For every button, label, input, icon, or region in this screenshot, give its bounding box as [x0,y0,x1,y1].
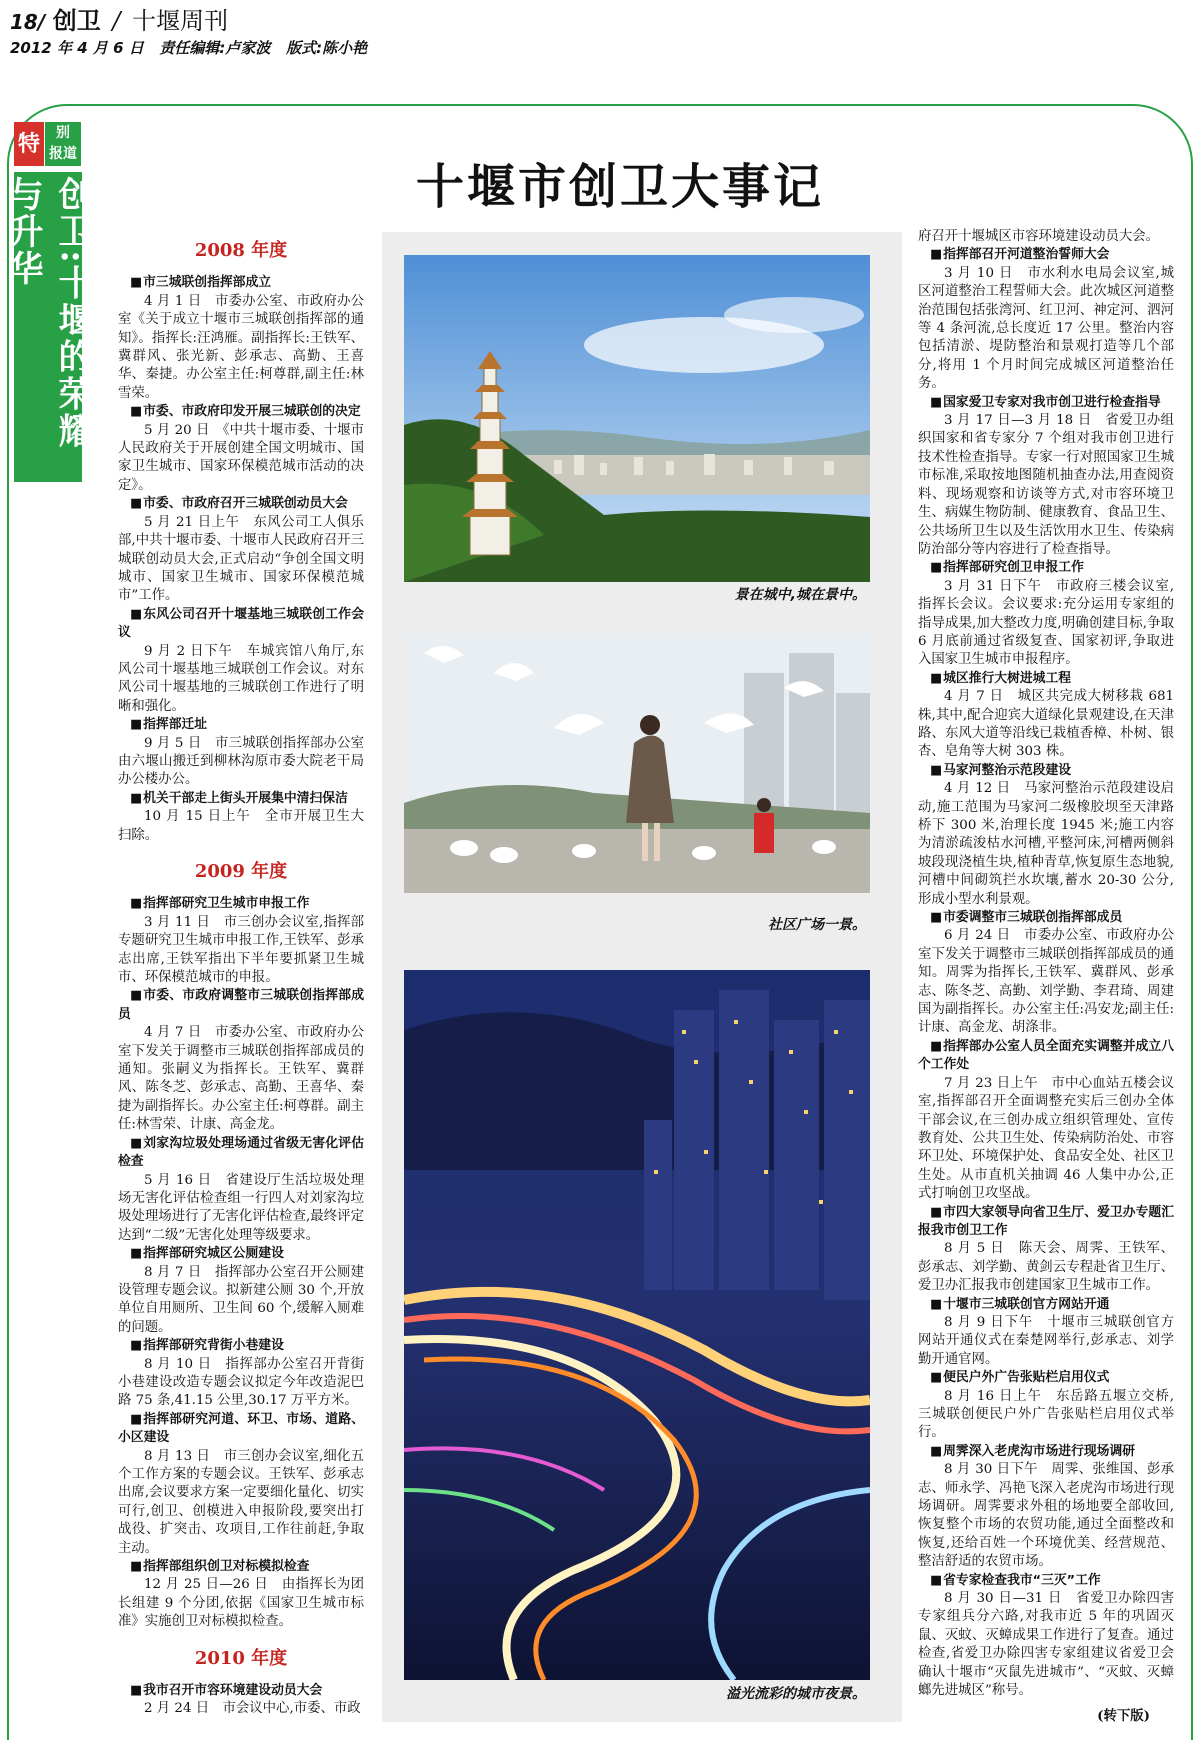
photo-pagoda-city [404,255,870,582]
event-body: 10 月 15 日上午 全市开展卫生大扫除。 [118,809,364,843]
event-title: ■ 刘家沟垃圾处理场通过省级无害化评估检查 [118,1135,364,1172]
photo-caption: 景在城中,城在景中。 [734,587,866,603]
event-title: ■ 我市召开市容环境建设动员大会 [118,1682,364,1700]
event-body: 3 月 11 日 市三创办会议室,指挥部专题研究卫生城市申报工作,王铁军、彭承志出席,王铁军指出下半年要抓紧卫生城市、环保模范城市的申报。 [118,914,364,986]
event-title: ■ 市委调整市三城联创指挥部成员 [918,909,1174,927]
year-heading: 2008 年度 [194,240,288,261]
badge-te: 特 [14,122,44,166]
city-night-image [404,970,870,1680]
event-title: ■ 马家河整治示范段建设 [918,762,1174,780]
event-title: ■ 指挥部组织创卫对标模拟检查 [118,1558,364,1576]
event-title: ■ 十堰市三城联创官方网站开通 [918,1296,1174,1314]
event-title: ■ 指挥部研究背街小巷建设 [118,1337,364,1355]
section-name: 创卫 [52,6,101,35]
event-title: ■ 东风公司召开十堰基地三城联创工作会议 [118,606,364,643]
event-title: ■ 指挥部研究城区公厕建设 [118,1245,364,1263]
masthead-separator: / [112,7,121,35]
publication-name: 十堰周刊 [132,7,229,35]
community-square-image [404,633,870,893]
event-body: 4 月 12 日 马家河整治示范段建设启动,施工范围为马家河二级橡胶坝至天津路桥下 300 米,治理长度 1945 米;施工内容为清淤疏浚枯水河槽,平整河床,河槽两侧斜坡段现浇植生块,植种青草,恢复原生态地貌,河槽中间砌筑拦水坎壤,蓄水 20-30 公分,形成小型水利景观。 [918,781,1174,907]
issue-date: 2012 年 4 月 6 日 [10,39,144,57]
event-body: 2 月 24 日 市会议中心,市委、市政 [144,1701,361,1717]
photo-caption: 溢光流彩的城市夜景。 [726,1686,866,1702]
event-title: ■ 指挥部研究河道、环卫、市场、道路、小区建设 [118,1411,364,1448]
event-body: 8 月 7 日 指挥部办公室召开公厕建设管理专题会议。拟新建公厕 30 个,开放单位自用厕所、卫生间 60 个,缓解入厕难的问题。 [118,1264,364,1335]
event-body: 9 月 5 日 市三城联创指挥部办公室由六堰山搬迁到柳林沟原市委大院老干局办公楼办公。 [118,735,364,788]
event-body-continued: 府召开十堰城区市容环境建设动员大会。 [918,229,1160,244]
event-title: ■ 国家爱卫专家对我市创卫进行检查指导 [918,394,1174,412]
event-body: 4 月 1 日 市委办公室、市政府办公室《关于成立十堰市三城联创指挥部的通知》。指挥长:汪鸿雁。副指挥长:王铁军、冀群风、张光新、彭承志、高勤、王喜华、秦捷。办公室主任:柯尊群,副主任:林雪荣。 [118,293,364,401]
year-heading: 2010 年度 [194,1647,288,1669]
event-body: 8 月 30 日下午 周霁、张维国、彭承志、师永学、冯艳飞深入老虎沟市场进行现场调研。周霁要求外租的场地要全部收回,恢复整个市场的农贸功能,通过全面整改和恢复,还给百姓一个环境优美、经营规范、整洁舒适的农贸市场。 [918,1462,1174,1570]
event-body: 5 月 21 日上午 东风公司工人俱乐部,中共十堰市委、十堰市人民政府召开三城联创动员大会,正式启动“争创全国文明城市、国家卫生城市、国家环保模范城市”工作。 [118,514,364,604]
year-heading: 2009 年度 [194,861,288,882]
event-body: 12 月 25 日—26 日 由指挥长为团长组建 9 个分团,依据《国家卫生城市标准》实施创卫对标模拟检查。 [118,1577,364,1630]
photo-community-square [404,633,870,893]
event-body: 4 月 7 日 市委办公室、市政府办公室下发关于调整市三城联创指挥部成员的通知。张嗣义为指挥长。王铁军、冀群风、陈冬芝、彭承志、高勤、王喜华、秦捷为副指挥长。办公室主任:柯尊群。副主任:林雪荣、计康、高金龙。 [118,1025,364,1133]
badge-baodao: 报道 [49,146,77,162]
page-number: 18/ [10,10,46,34]
masthead [8,6,1188,66]
event-body: 5 月 16 日 省建设厅生活垃圾处理场无害化评估检查组一行四人对刘家沟垃圾处理场进行了无害化评估检查,最终评定达到“二级”无害化处理等级要求。 [118,1172,364,1243]
event-title: ■ 指挥部研究创卫申报工作 [918,559,1174,577]
masthead-line [10,6,228,37]
event-body: 3 月 31 日下午 市政府三楼会议室,指挥长会议。会议要求:充分运用专家组的指导成果,加大整改力度,明确创建目标,争取 6 月底前通过省级复查、国家初评,争取进入国家卫生城市申报程序。 [918,578,1174,668]
right-column [918,228,1174,1725]
article-title: 十堰市创卫大事记 [415,159,824,215]
event-body: 3 月 17 日—3 月 18 日 省爱卫办组织国家和省专家分 7 个组对我市创卫进行技术性检查指导。专家一行对照国家卫生城市标准,采取按地图随机抽查办法,用查阅资料、现场观察和访谈等方式,对市容环境卫生、病媒生物防制、健康教育、食品卫生、公共场所卫生以及生活饮用水卫生、传染病防治部分等内容进行了检查指导。 [918,413,1174,557]
event-body: 6 月 24 日 市委办公室、市政府办公室下发关于调整市三城联创指挥部成员的通知。周霁为指挥长,王铁军、冀群风、彭承志、陈冬芝、高勤、刘学勤、李君琦、周建国为副指挥长。办公室主任:冯安龙;副主任:计康、高金龙、胡涤非。 [918,928,1174,1036]
event-body: 8 月 10 日 指挥部办公室召开背街小巷建设改造专题会议拟定今年改造泥巴路 75 条,41.15 公里,30.17 万平方米。 [118,1356,364,1409]
event-title: ■ 便民户外广告张贴栏启用仪式 [918,1369,1174,1387]
event-title: ■ 市三城联创指挥部成立 [118,274,364,292]
layout-credit: 版式:陈小艳 [286,39,368,57]
event-body: 8 月 16 日上午 东岳路五堰立交桥,三城联创便民户外广告张贴栏启用仪式举行。 [918,1388,1174,1441]
event-title: ■ 机关干部走上街头开展集中清扫保洁 [118,790,364,808]
event-body: 9 月 2 日下午 车城宾馆八角厅,东风公司十堰基地三城联创工作会议。对东风公司十堰基地的三城联创工作进行了明晰和强化。 [118,643,364,714]
masthead-info [10,37,367,58]
left-column [118,240,364,1719]
event-body: 8 月 5 日 陈天会、周霁、王铁军、彭承志、刘学勤、黄剑云专程赴省卫生厅、爱卫办汇报我市创建国家卫生城市工作。 [918,1241,1174,1294]
badge-bie-char: 别 [56,125,70,141]
event-body: 7 月 23 日上午 市中心血站五楼会议室,指挥部召开全面调整充实后三创办全体干部会议,在三创办成立组织管理处、宣传教育处、公共卫生处、传染病防治处、市容环卫处、环境保护处、食品安全处、社区卫生处。从市直机关抽调 46 人集中办公,正式打响创卫攻坚战。 [918,1075,1174,1202]
event-title: ■ 市委、市政府印发开展三城联创的决定 [118,403,364,421]
pagoda-city-image [404,255,870,582]
event-title: ■ 周霁深入老虎沟市场进行现场调研 [918,1443,1174,1461]
event-title: ■ 指挥部研究卫生城市申报工作 [118,895,364,913]
event-title: ■ 市委、市政府调整市三城联创指挥部成员 [118,987,364,1024]
vertical-title: 创卫:十堰的荣耀与升华 [14,172,82,482]
special-report-badge [14,122,82,166]
event-body: 8 月 9 日下午 十堰市三城联创官方网站开通仪式在秦楚网举行,彭承志、刘学勤开通官网。 [918,1314,1174,1367]
event-body: 8 月 13 日 市三创办会议室,细化五个工作方案的专题会议。王铁军、彭承志出席,会议要求方案一定要细化量化、切实可行,创卫、创模进入申报阶段,要突出打战役、扩突击、攻项目,工作往前赶,争取主动。 [118,1448,364,1556]
editor-credit: 责任编辑:卢家波 [159,39,271,57]
event-title: ■ 市四大家领导向省卫生厅、爱卫办专题汇报我市创卫工作 [918,1204,1174,1241]
event-title: ■ 指挥部召开河道整治誓师大会 [918,246,1174,264]
event-body: 4 月 7 日 城区共完成大树移栽 681 株,其中,配合迎宾大道绿化景观建设,在天津路、东风大道等沿线已栽植香樟、朴树、银杏、皂角等大树 303 株。 [918,689,1174,760]
event-title: ■ 指挥部办公室人员全面充实调整并成立八个工作处 [918,1038,1174,1075]
event-body: 8 月 30 日—31 日 省爱卫办除四害专家组兵分六路,对我市近 5 年的巩固灭鼠、灭蚊、灭蟑成果工作进行了复查。通过检查,省爱卫办除四害专家组建议省爱卫会确认十堰市“灭鼠先进城市”、“灭蚊、灭蟑螂先进城区”称号。 [918,1591,1174,1699]
event-title: ■ 市委、市政府召开三城联创动员大会 [118,495,364,513]
event-body: 3 月 10 日 市水利水电局会议室,城区河道整治工程誓师大会。此次城区河道整治范围包括张湾河、红卫河、神定河、泗河等 4 条河流,总长度近 17 公里。整治内容包括清淤、堤防整治和景观打造等几个部分,将用 1 个月时间完成城区河道整治任务。 [918,265,1174,392]
event-title: ■ 城区推行大树进城工程 [918,670,1174,688]
event-title: ■ 指挥部迁址 [118,716,364,734]
photo-city-night [404,970,870,1680]
photo-caption: 社区广场一景。 [768,917,866,933]
event-body: 5 月 20 日 《中共十堰市委、十堰市人民政府关于开展创建全国文明城市、国家卫生城市、国家环保模范城市活动的决定》。 [118,422,364,493]
badge-bie [45,122,81,166]
event-title: ■ 省专家检查我市“三灭”工作 [918,1572,1174,1590]
continued-note: (转下版) [1097,1707,1150,1724]
